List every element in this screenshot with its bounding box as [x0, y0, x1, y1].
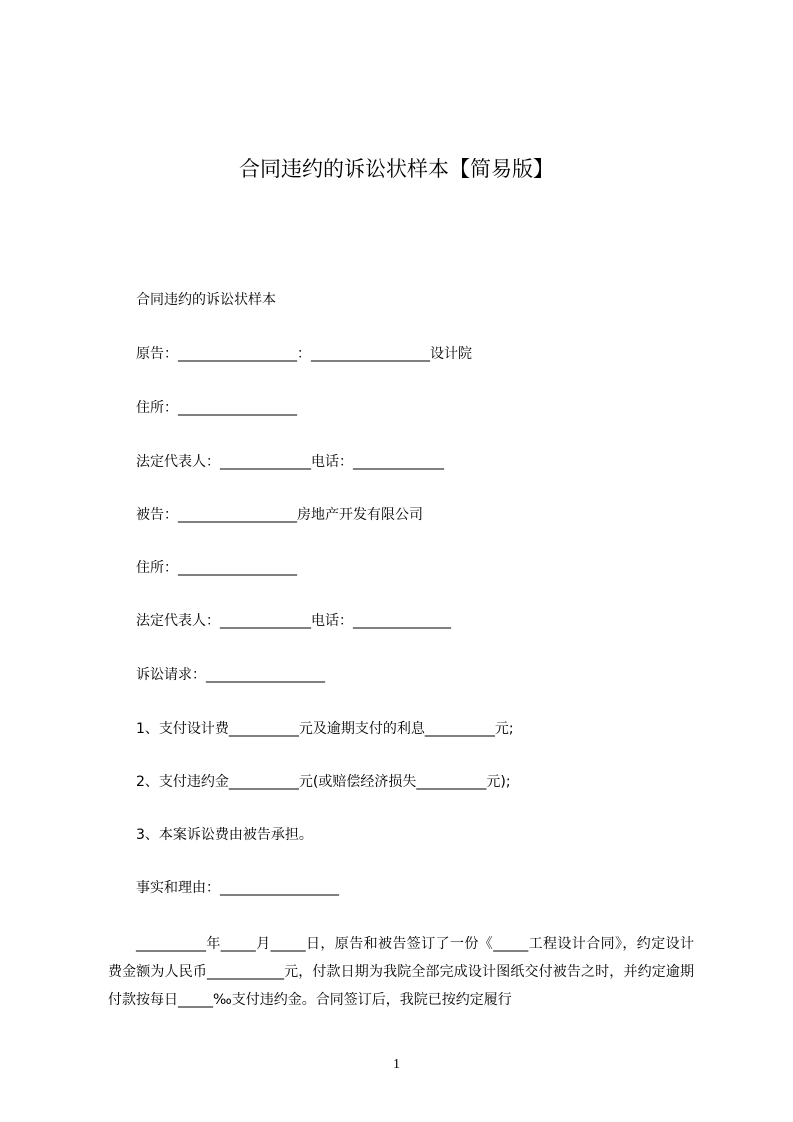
- claim-item-3: 3、本案诉讼费由被告承担。: [136, 827, 313, 843]
- plaintiff-address-line: 住所：_________________: [136, 400, 297, 416]
- defendant-line: 被告：_________________房地产开发有限公司: [136, 507, 423, 523]
- plaintiff-representative-line: 法定代表人：_____________电话：_____________: [136, 454, 444, 470]
- document-title: 合同违约的诉讼状样本【简易版】: [239, 157, 554, 182]
- facts-paragraph: __________年_____月_____日，原告和被告签订了一份《_____工程设计合同》，约定设计费金额为人民币___________元，付款日期为我院全部完成设计图纸交付被告之时，并约定逾期付款按每日_____‰支付违约金。合同签订后，我院已按约定履行: [108, 936, 694, 1008]
- subtitle: 合同违约的诉讼状样本: [136, 292, 276, 308]
- plaintiff-line: 原告：_________________：_________________设计院: [136, 346, 472, 362]
- page-number: 1: [393, 1057, 400, 1072]
- facts-heading: 事实和理由：_________________: [136, 880, 339, 896]
- claim-item-1: 1、支付设计费__________元及逾期支付的利息__________元;: [136, 721, 514, 737]
- claim-item-2: 2、支付违约金__________元(或赔偿经济损失__________元);: [136, 774, 511, 790]
- claims-heading: 诉讼请求：_________________: [136, 667, 325, 683]
- defendant-representative-line: 法定代表人：_____________电话：______________: [136, 613, 451, 629]
- defendant-address-line: 住所：_________________: [136, 560, 297, 576]
